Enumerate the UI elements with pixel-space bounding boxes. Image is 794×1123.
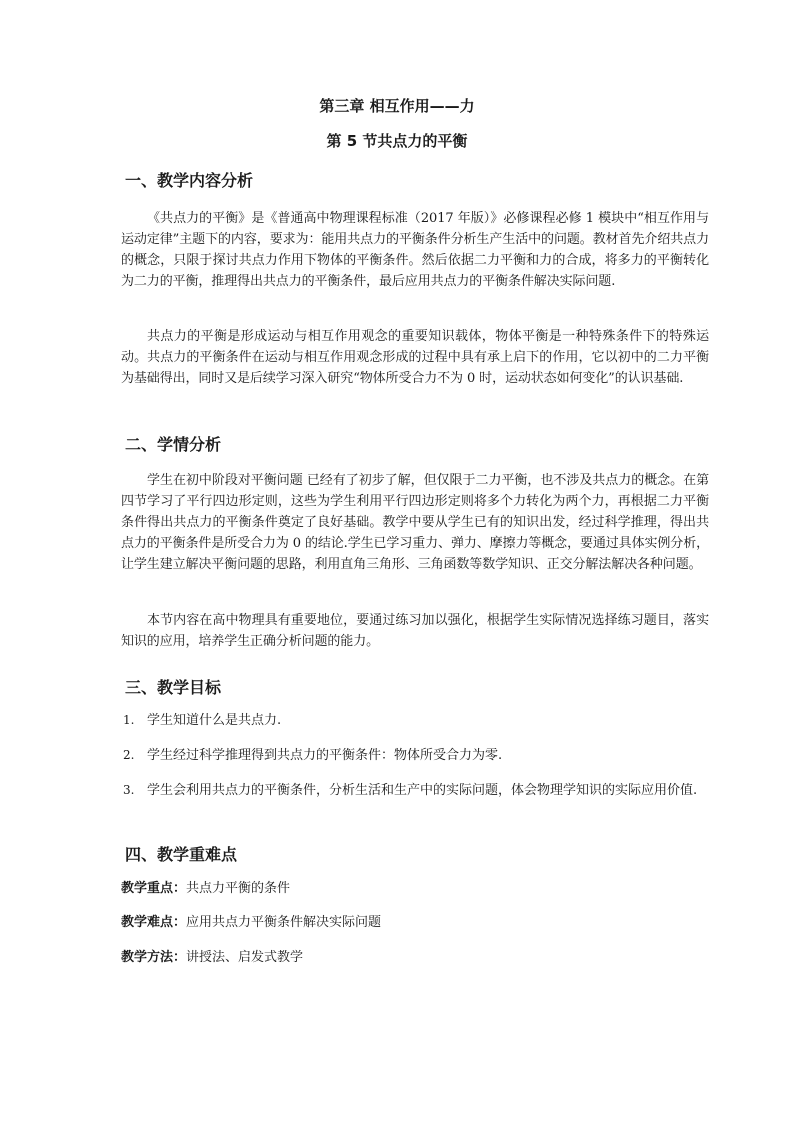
list-item — [121, 745, 709, 766]
list-item-number: 2. — [123, 748, 135, 762]
section-heading-teaching-goals: 三、教学目标 — [125, 678, 222, 697]
section-heading-student-analysis: 二、学情分析 — [125, 435, 222, 454]
method-row — [121, 947, 303, 968]
section-heading-content-analysis: 一、教学内容分析 — [125, 171, 254, 190]
field-key: 教学重点： — [121, 881, 187, 896]
paragraph: 学生在初中阶段对平衡问题 已经有了初步了解，但仅限于二力平衡，也不涉及共点力的概念。在第四节学习了平行四边形定则，这些为学生利用平行四边形定则将多个力转化为两个力，再根据二力平衡条件得出共点力的平衡条件奠定了良好基础。教学中要从学生已有的知识出发，经过科学推理，得出共点力的平衡条件是所受合力为 0 的结论.学生已学习重力、弹力、摩擦力等概念，要通过具体实例分析，让学生建立解决平衡问题的思路，利用直角三角形、三角函数等数学知识、正交分解法解决各种问题。 — [121, 473, 709, 572]
chapter-title: 第三章 相互作用——力 — [319, 97, 475, 115]
section-title: 第 5 节共点力的平衡 — [326, 132, 468, 150]
field-key: 教学方法： — [121, 950, 187, 965]
list-item-text: 学生经过科学推理得到共点力的平衡条件：物体所受合力为零. — [147, 748, 503, 763]
list-item — [121, 780, 709, 801]
list-item-number: 1. — [123, 713, 135, 727]
field-value: 应用共点力平衡条件解决实际问题 — [186, 915, 382, 930]
section-heading-key-points: 四、教学重难点 — [125, 845, 238, 864]
list-item-number: 3. — [123, 783, 135, 797]
key-point-row — [121, 878, 290, 899]
list-item-text: 学生知道什么是共点力. — [147, 713, 282, 728]
field-value: 讲授法、启发式教学 — [186, 950, 304, 965]
paragraph: 本节内容在高中物理具有重要地位，要通过练习加以强化，根据学生实际情况选择练习题目，落实知识的应用，培养学生正确分析问题的能力。 — [121, 613, 709, 649]
list-item — [121, 710, 709, 731]
field-value: 共点力平衡的条件 — [186, 881, 291, 896]
paragraph: 共点力的平衡是形成运动与相互作用观念的重要知识载体，物体平衡是一种特殊条件下的特殊运动。共点力的平衡条件在运动与相互作用观念形成的过程中具有承上启下的作用，它以初中的二力平衡为基础得出，同时又是后续学习深入研究“物体所受合力不为 0 时，运动状态如何变化”的认识基础. — [121, 329, 709, 386]
list-item-text: 学生会利用共点力的平衡条件，分析生活和生产中的实际问题，体会物理学知识的实际应用价值. — [147, 783, 698, 798]
difficulty-row — [121, 912, 381, 933]
field-key: 教学难点： — [121, 915, 187, 930]
paragraph: 《共点力的平衡》是《普通高中物理课程标准（2017 年版）》必修课程必修 1 模块中“相互作用与运动定律”主题下的内容，要求为：能用共点力的平衡条件分析生产生活中的问题。教材首先介绍共点力的概念，只限于探讨共点力作用下物体的平衡条件。然后依据二力平衡和力的合成，将多力的平衡转化为二力的平衡，推理得出共点力的平衡条件，最后应用共点力的平衡条件解决实际问题. — [121, 211, 709, 289]
